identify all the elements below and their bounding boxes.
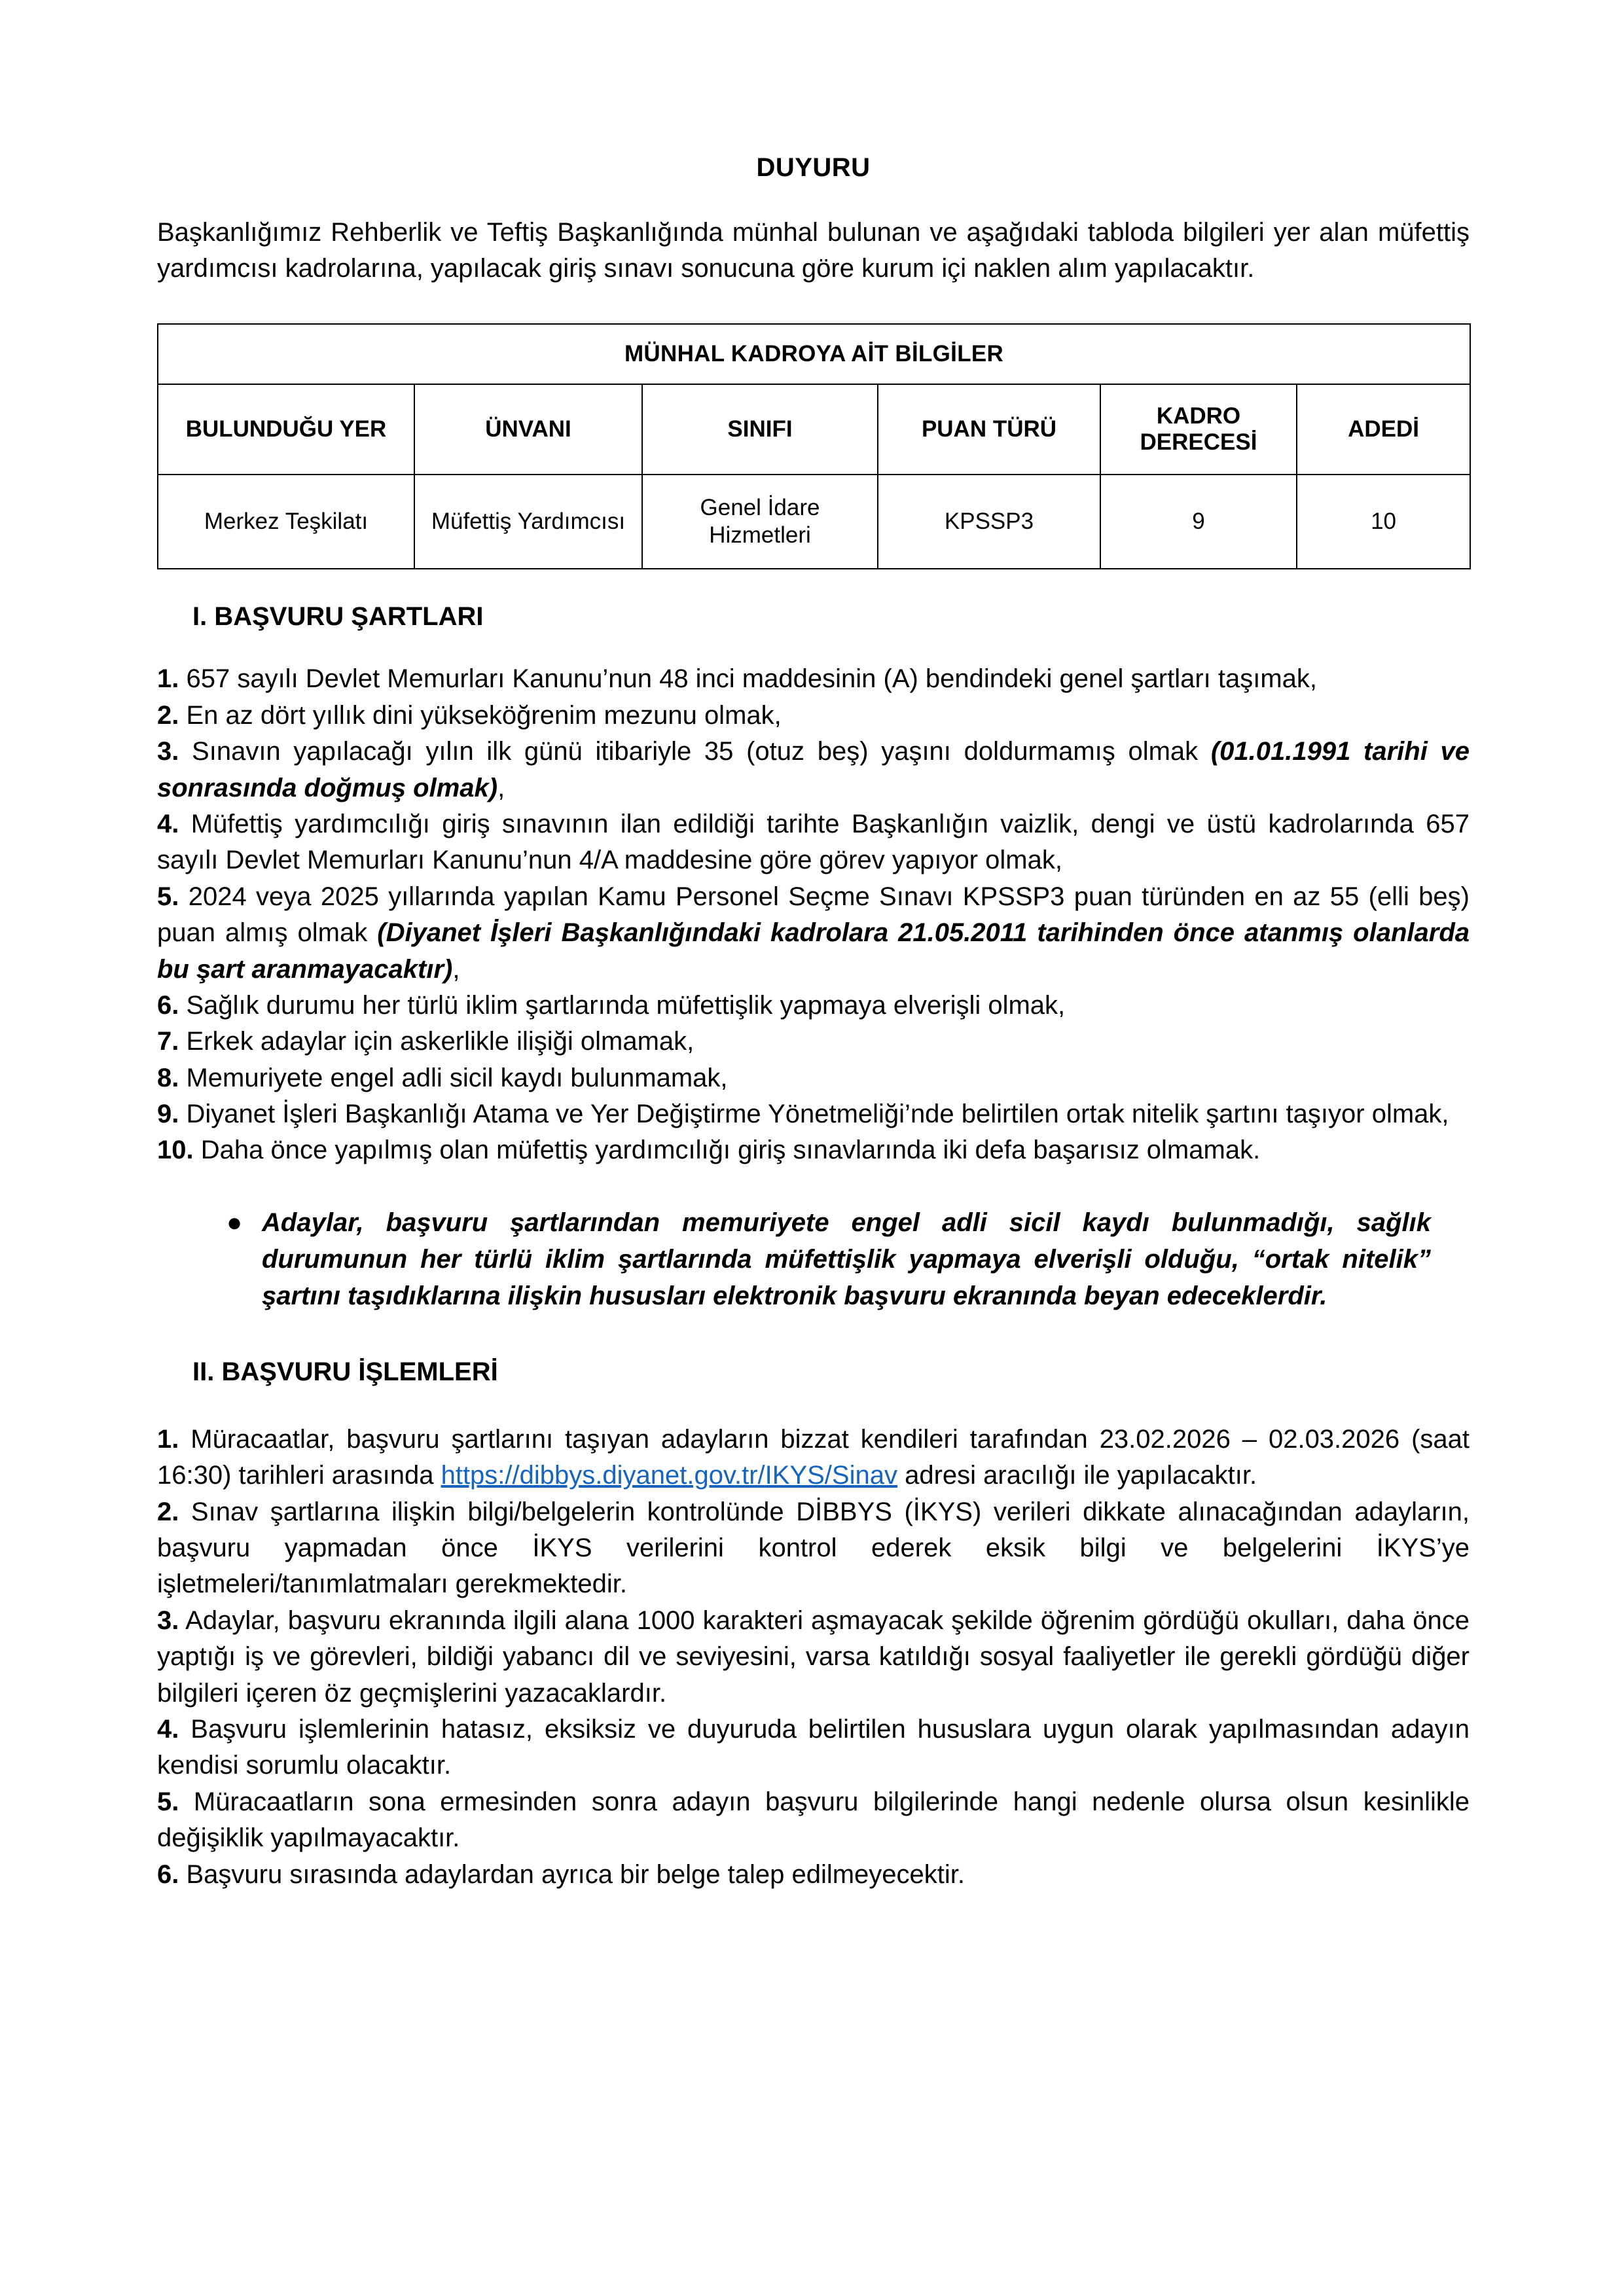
cell-kadro-derecesi: 9 bbox=[1100, 475, 1297, 569]
list-item bbox=[157, 661, 1470, 697]
list-item bbox=[157, 1603, 1470, 1712]
item-text: En az dört yıllık dini yükseköğrenim mezunu olmak, bbox=[179, 700, 782, 730]
list-item bbox=[157, 1422, 1470, 1494]
bullet-icon: ● bbox=[226, 1208, 243, 1237]
list-item bbox=[157, 806, 1470, 879]
item-number: 8. bbox=[157, 1063, 179, 1092]
item-number: 5. bbox=[157, 1787, 179, 1816]
item-text: Başvuru işlemlerinin hatasız, eksiksiz ve duyuruda belirtilen hususlara uygun olarak yapılmasından adayın kendisi sorumlu olacaktır. bbox=[157, 1714, 1470, 1780]
table-row bbox=[158, 475, 1470, 569]
section-heading-basvuru-sartlari: I. BAŞVURU ŞARTLARI bbox=[192, 602, 484, 632]
declaration-bullet bbox=[157, 1204, 1470, 1314]
list-item bbox=[157, 698, 1470, 734]
column-header-adedi: ADEDİ bbox=[1297, 384, 1470, 475]
item-text: Adaylar, başvuru ekranında ilgili alana 1000 karakteri aşmayacak şekilde öğrenim gördüğü okulları, daha önce yaptığı iş ve görevleri, bildiği yabancı dil ve seviyesini, varsa katıldığı sosyal faaliyetler ile gerekli gördüğü diğer bilgileri içeren öz geçmişlerini yazacaklardır. bbox=[157, 1605, 1470, 1708]
column-header-kadro-derecesi: KADRO DERECESİ bbox=[1100, 384, 1297, 475]
item-number: 6. bbox=[157, 1859, 179, 1889]
item-number: 3. bbox=[157, 737, 179, 766]
item-text: Başvuru sırasında adaylardan ayrıca bir belge talep edilmeyecektir. bbox=[179, 1859, 965, 1889]
item-text: Müracaatların sona ermesinden sonra adayın başvuru bilgilerinde hangi nedenle olursa olsun kesinlikle değişiklik yapılmayacaktır. bbox=[157, 1787, 1470, 1853]
item-number: 9. bbox=[157, 1100, 179, 1129]
cell-adedi: 10 bbox=[1297, 475, 1470, 569]
list-item bbox=[157, 1494, 1470, 1603]
item-text-post: adresi aracılığı ile yapılacaktır. bbox=[897, 1461, 1257, 1490]
declaration-text: Adaylar, başvuru şartlarından memuriyete engel adli sicil kaydı bulunmadığı, sağlık durumunun her türlü iklim şartlarında müfettişlik yapmaya elverişli olduğu, “ortak nitelik” şartını taşıdıklarına ilişkin hususları elektronik başvuru ekranında beyan edeceklerdir. bbox=[262, 1208, 1431, 1310]
cell-sinifi: Genel İdare Hizmetleri bbox=[642, 475, 878, 569]
vacancy-table bbox=[157, 323, 1471, 569]
item-number: 2. bbox=[157, 700, 179, 730]
intro-paragraph: Başkanlığımız Rehberlik ve Teftiş Başkanlığında münhal bulunan ve aşağıdaki tabloda bilgileri yer alan müfettiş yardımcısı kadrolarına, yapılacak giriş sınavı sonucuna göre kurum içi naklen alım yapılacaktır. bbox=[157, 218, 1470, 283]
list-item bbox=[157, 1024, 1470, 1060]
list-item bbox=[157, 1096, 1470, 1132]
item-text: Diyanet İşleri Başkanlığı Atama ve Yer Değiştirme Yönetmeliği’nde belirtilen ortak nitelik şartını taşıyor olmak, bbox=[179, 1100, 1449, 1129]
column-header-bulundugu-yer: BULUNDUĞU YER bbox=[158, 384, 414, 475]
item-text-pre: Müracaatlar, başvuru şartlarını taşıyan adayların bizzat kendileri tarafından 23.02.2026 – 02.03.2026 (saat 16:30) tarihleri arasında bbox=[157, 1424, 1470, 1490]
basvuru-islemleri-list bbox=[157, 1422, 1470, 1893]
item-number: 6. bbox=[157, 990, 179, 1020]
item-text: Sınavın yapılacağı yılın ilk günü itibariyle 35 (otuz beş) yaşını doldurmamış olmak bbox=[179, 737, 1211, 766]
item-emphasis: (Diyanet İşleri Başkanlığındaki kadrolara 21.05.2011 tarihinden önce atanmış olanlarda bu şart aranmayacaktır) bbox=[157, 918, 1470, 984]
section-heading-basvuru-islemleri: II. BAŞVURU İŞLEMLERİ bbox=[192, 1357, 498, 1386]
list-item bbox=[157, 1132, 1470, 1168]
list-item bbox=[157, 988, 1470, 1024]
item-text: Sınav şartlarına ilişkin bilgi/belgelerin kontrolünde DİBBYS (İKYS) verileri dikkate alınacağından adayların, başvuru yapmadan önce İKYS verilerini kontrol ederek eksik bilgi ve belgelerini İKYS’ye işletmeleri/tanımlatmaları gerekmektedir. bbox=[157, 1497, 1470, 1599]
item-text: 657 sayılı Devlet Memurları Kanunu’nun 48 inci maddesinin (A) bendindeki genel şartları taşımak, bbox=[179, 664, 1318, 694]
item-text: Daha önce yapılmış olan müfettiş yardımcılığı giriş sınavlarında iki defa başarısız olmamak. bbox=[193, 1136, 1261, 1165]
table-caption-row bbox=[158, 324, 1470, 384]
list-item bbox=[157, 879, 1470, 988]
item-text: 2024 veya 2025 yıllarında yapılan Kamu Personel Seçme Sınavı KPSSP3 puan türünden en az 55 (elli beş) puan almış olmak bbox=[157, 882, 1470, 948]
list-item bbox=[157, 734, 1470, 806]
cell-unvani: Müfettiş Yardımcısı bbox=[414, 475, 642, 569]
item-text: Memuriyete engel adli sicil kaydı bulunmamak, bbox=[179, 1063, 728, 1092]
cell-bulundugu-yer: Merkez Teşkilatı bbox=[158, 475, 414, 569]
list-item bbox=[157, 1857, 1470, 1893]
cell-puan-turu: KPSSP3 bbox=[878, 475, 1100, 569]
item-number: 7. bbox=[157, 1027, 179, 1056]
table-caption: MÜNHAL KADROYA AİT BİLGİLER bbox=[158, 324, 1470, 384]
page-title: DUYURU bbox=[756, 153, 871, 182]
item-emphasis: (01.01.1991 tarihi ve sonrasında doğmuş olmak) bbox=[157, 737, 1470, 802]
column-header-unvani: ÜNVANI bbox=[414, 384, 642, 475]
item-number: 5. bbox=[157, 882, 179, 911]
item-text: Müfettiş yardımcılığı giriş sınavının ilan edildiği tarihte Başkanlığın vaizlik, dengi ve üstü kadrolarında 657 sayılı Devlet Memurları Kanunu’nun 4/A maddesine göre görev yapıyor olmak, bbox=[157, 809, 1470, 875]
item-number: 1. bbox=[157, 1424, 179, 1454]
item-text: Sağlık durumu her türlü iklim şartlarında müfettişlik yapmaya elverişli olmak, bbox=[179, 990, 1066, 1020]
basvuru-sartlari-list bbox=[157, 661, 1470, 1168]
list-item bbox=[157, 1060, 1470, 1096]
item-number: 1. bbox=[157, 664, 179, 694]
item-number: 4. bbox=[157, 809, 179, 838]
list-item bbox=[157, 1784, 1470, 1857]
item-text: Erkek adaylar için askerlikle ilişiği olmamak, bbox=[179, 1027, 695, 1056]
column-header-puan-turu: PUAN TÜRÜ bbox=[878, 384, 1100, 475]
item-tail: , bbox=[497, 773, 505, 802]
item-tail: , bbox=[452, 954, 460, 984]
application-url-link[interactable]: https://dibbys.diyanet.gov.tr/IKYS/Sinav bbox=[441, 1461, 897, 1490]
item-number: 4. bbox=[157, 1714, 179, 1744]
item-number: 3. bbox=[157, 1605, 179, 1635]
table-header-row bbox=[158, 384, 1470, 475]
item-number: 2. bbox=[157, 1497, 179, 1526]
column-header-sinifi: SINIFI bbox=[642, 384, 878, 475]
item-number: 10. bbox=[157, 1136, 194, 1165]
list-item bbox=[157, 1712, 1470, 1784]
